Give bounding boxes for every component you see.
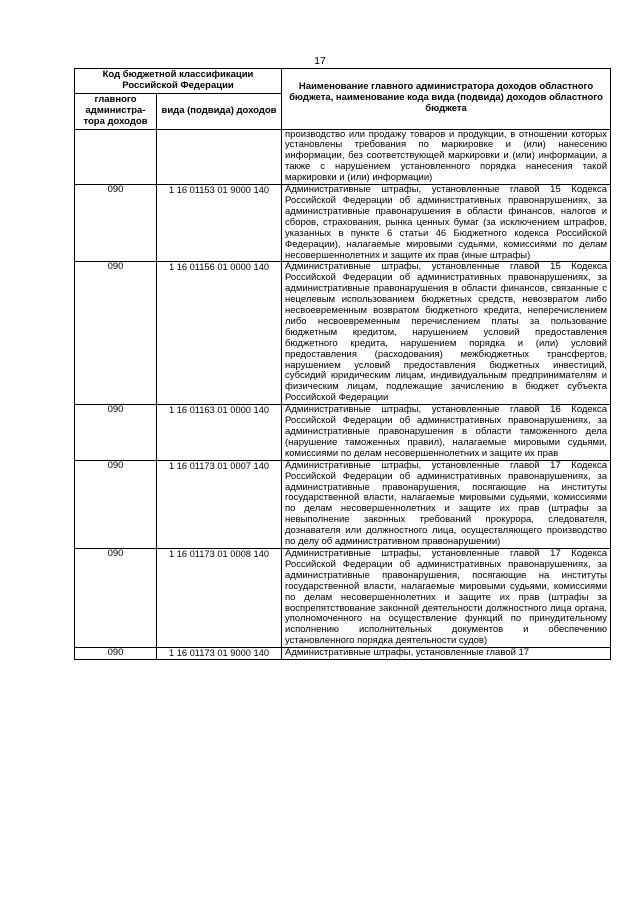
table-row bbox=[75, 460, 611, 548]
header-name-column: Наименование главного администратора доходов областного бюджета, наименование кода вида (подвида) доходов областного бюджета bbox=[282, 69, 611, 130]
table-row bbox=[75, 185, 611, 262]
description-cell: Административные штрафы, установленные главой 15 Кодекса Российской Федерации об административных правонарушениях, за административные правонарушения в области финансов, налогов и сборов, страхования, рынка ценных бумаг (за исключением штрафов, указанных в пункте 6 статьи 46 Бюджетного кодекса Российской Федерации), налагаемые мировыми судьями, комиссиями по делам несовершеннолетних и защите их прав (иные штрафы) bbox=[282, 185, 611, 262]
header-admin-column: главного администра-тора доходов bbox=[75, 93, 157, 129]
admin-code-cell: 090 bbox=[75, 185, 157, 262]
description-cell: Административные штрафы, установленные главой 17 Кодекса Российской Федерации об административных правонарушениях, за административные правонарушения, посягающие на институты государственной власти, налагаемые мировыми судьями, комиссиями по делам несовершеннолетних и защите их прав (штрафы за невыполнение законных требований прокурора, следователя, дознавателя или должностного лица, осуществляющего производство по делу об административном правонарушении) bbox=[282, 460, 611, 548]
income-code-cell: 1 16 01173 01 0008 140 bbox=[157, 548, 282, 647]
description-cell: Административные штрафы, установленные главой 15 Кодекса Российской Федерации об административных правонарушениях, за административные правонарушения в области финансов, связанные с нецелевым использованием бюджетных средств, невозвратом либо несвоевременным возвратом бюджетного кредита, неперечислением либо несвоевременным перечислением платы за пользование бюджетным кредитом, нарушением условий предоставления бюджетного кредита, нарушением порядка и (или) условий предоставления (расходования) межбюджетных трансфертов, нарушением условий предоставления бюджетных инвестиций, субсидий юридическим лицам, индивидуальным предпринимателям и физическим лицам, подлежащие зачислению в бюджет субъекта Российской Федерации bbox=[282, 262, 611, 405]
income-code-cell: 1 16 01156 01 0000 140 bbox=[157, 262, 282, 405]
admin-code-cell bbox=[75, 129, 157, 185]
table-row bbox=[75, 648, 611, 660]
page-number: 17 bbox=[314, 55, 326, 67]
header-group-title: Код бюджетной классификации Российской Федерации bbox=[75, 69, 282, 94]
admin-code-cell: 090 bbox=[75, 648, 157, 660]
description-cell: Административные штрафы, установленные главой 17 bbox=[282, 648, 611, 660]
income-code-cell: 1 16 01163 01 0000 140 bbox=[157, 405, 282, 461]
table-header-row bbox=[75, 69, 611, 94]
income-code-cell: 1 16 01173 01 0007 140 bbox=[157, 460, 282, 548]
description-cell: производство или продажу товаров и продукции, в отношении которых установлены требования по маркировке и (или) нанесению информации, без соответствующей маркировки и (или) информации, а также с нарушением установленного порядка нанесения такой маркировки и (или) информации) bbox=[282, 129, 611, 185]
budget-classification-table bbox=[74, 68, 611, 660]
admin-code-cell: 090 bbox=[75, 548, 157, 647]
description-cell: Административные штрафы, установленные главой 16 Кодекса Российской Федерации об административных правонарушениях, за административные правонарушения в области таможенного дела (нарушение таможенных правил), налагаемые мировыми судьями, комиссиями по делам несовершеннолетних и защите их прав bbox=[282, 405, 611, 461]
admin-code-cell: 090 bbox=[75, 460, 157, 548]
admin-code-cell: 090 bbox=[75, 405, 157, 461]
income-code-cell: 1 16 01153 01 9000 140 bbox=[157, 185, 282, 262]
table-row bbox=[75, 405, 611, 461]
table-row bbox=[75, 262, 611, 405]
income-code-cell bbox=[157, 129, 282, 185]
table-row bbox=[75, 129, 611, 185]
table-row bbox=[75, 548, 611, 647]
income-code-cell: 1 16 01173 01 9000 140 bbox=[157, 648, 282, 660]
admin-code-cell: 090 bbox=[75, 262, 157, 405]
header-code-column: вида (подвида) доходов bbox=[157, 93, 282, 129]
description-cell: Административные штрафы, установленные главой 17 Кодекса Российской Федерации об административных правонарушениях, за административные правонарушения, посягающие на институты государственной власти, налагаемые мировыми судьями, комиссиями по делам несовершеннолетних и защите их прав (штрафы за воспрепятствование законной деятельности должностного лица органа, уполномоченного на осуществление функций по принудительному исполнению исполнительных документов и обеспечению установленного порядка деятельности судов) bbox=[282, 548, 611, 647]
